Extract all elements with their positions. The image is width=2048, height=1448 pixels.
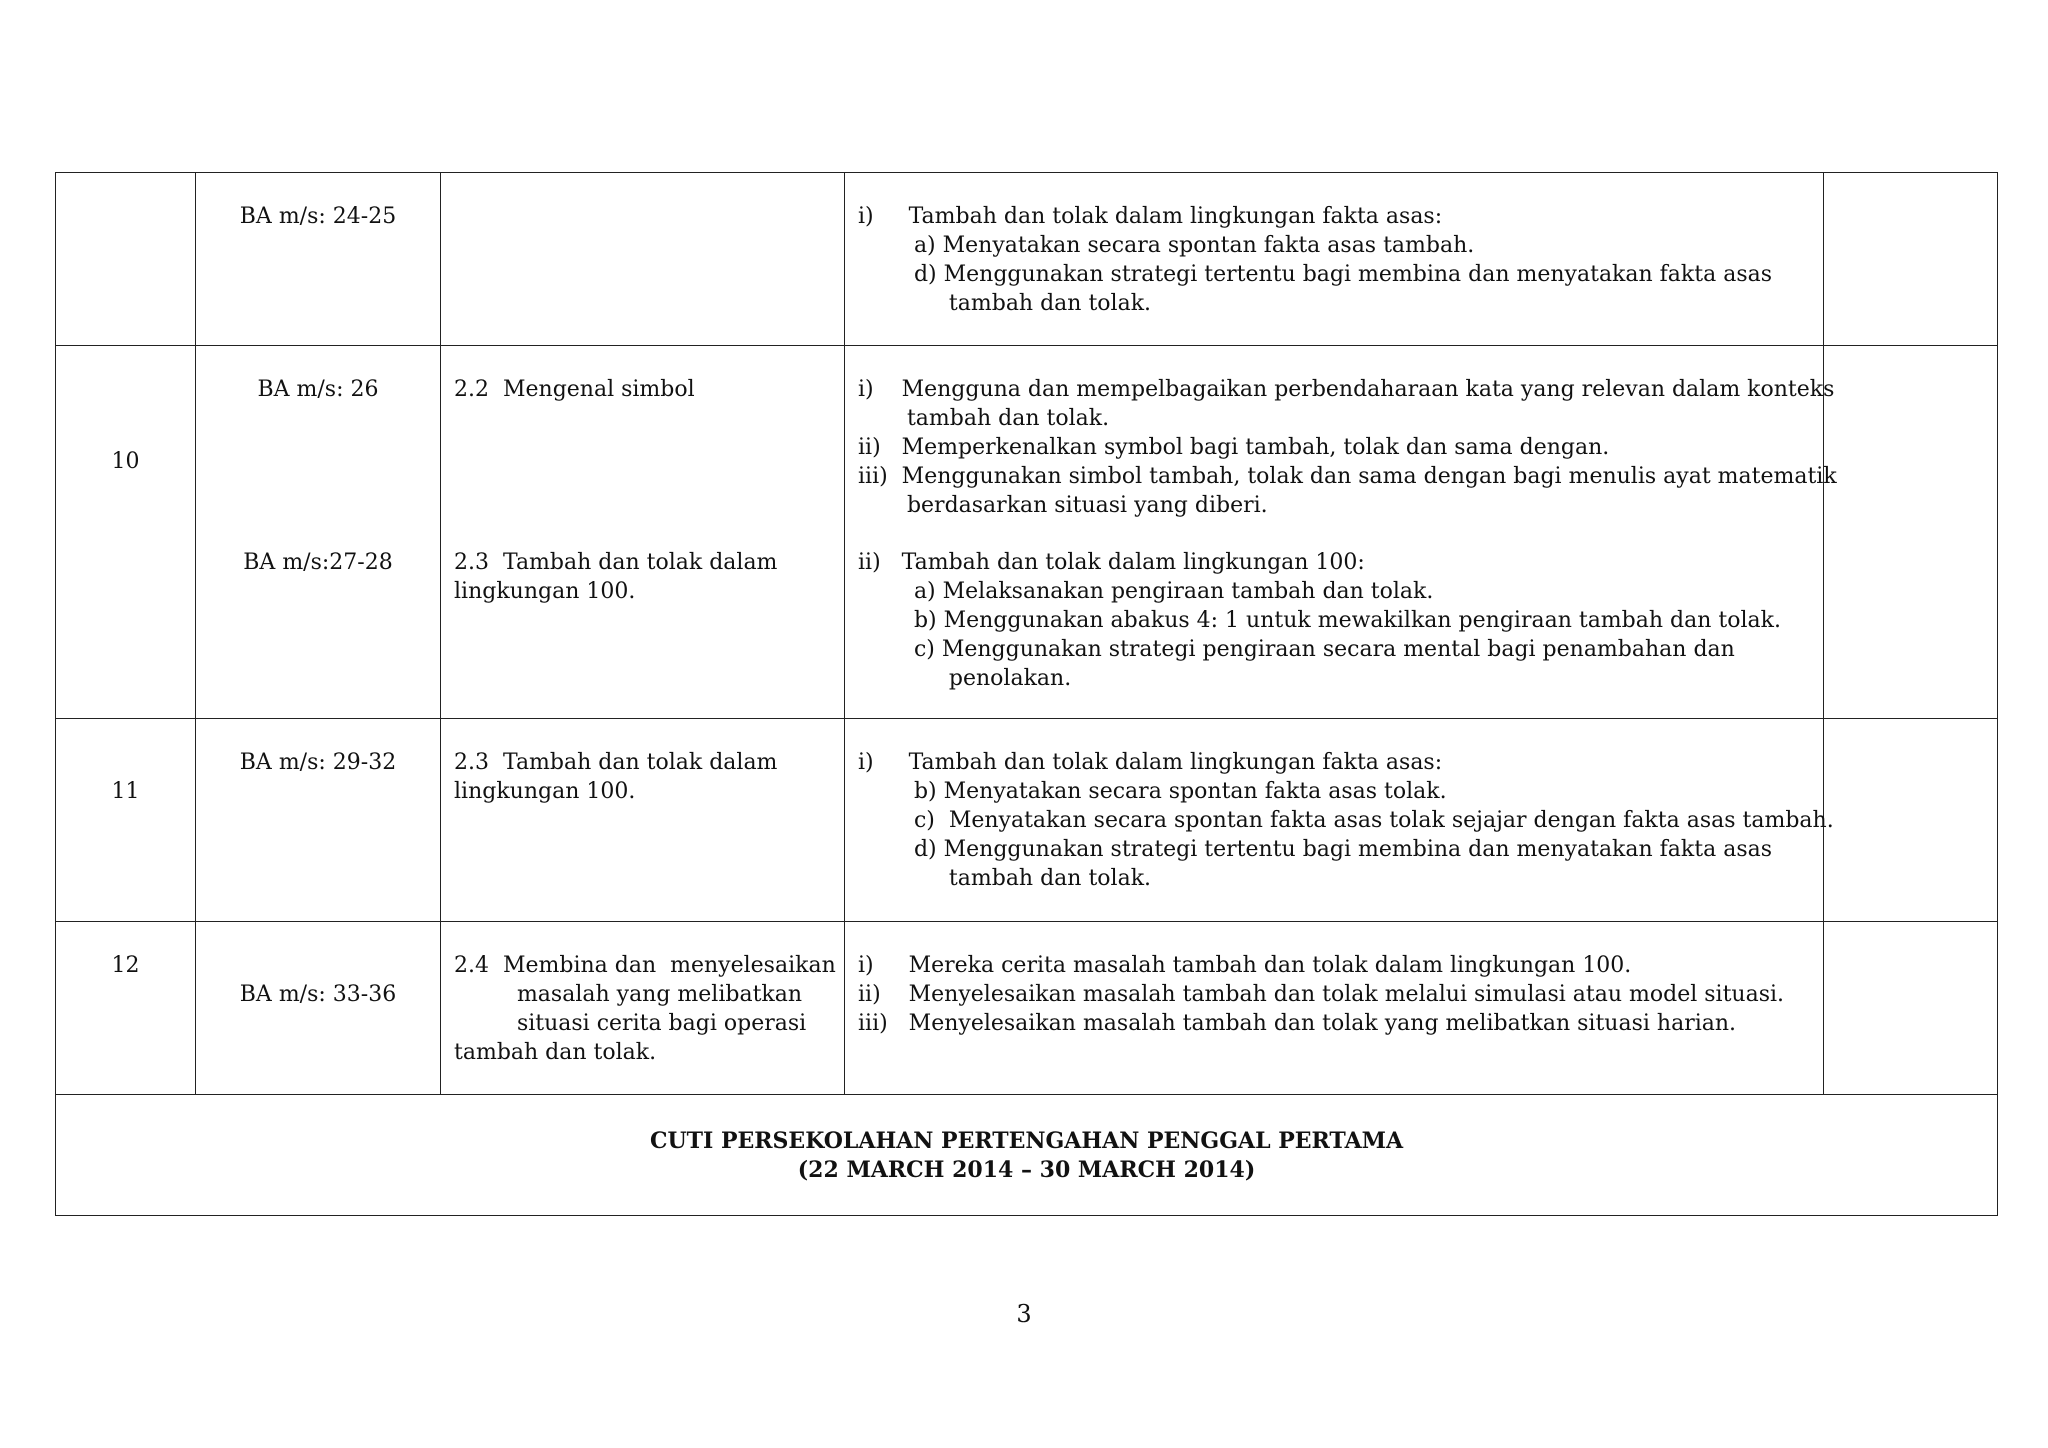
outcome-line: d) Menggunakan strategi tertentu bagi membina dan menyatakan fakta asas: [858, 262, 1773, 287]
week-cell: [56, 173, 196, 346]
standard-title: tambah dan tolak.: [454, 1040, 657, 1065]
outcome-line: i) Tambah dan tolak dalam lingkungan fakta asas:: [858, 204, 1443, 229]
reference-cell: [196, 346, 441, 719]
standard-cell: [441, 346, 845, 719]
book-reference: BA m/s: 26: [257, 377, 379, 402]
table-row: [56, 1095, 1998, 1216]
week-cell: [56, 346, 196, 719]
reference-cell: [196, 173, 441, 346]
table-row: [56, 173, 1998, 346]
notes-cell: [1824, 173, 1998, 346]
holiday-title: CUTI PERSEKOLAHAN PERTENGAHAN PENGGAL PERTAMA: [649, 1128, 1404, 1154]
outcome-line: b) Menyatakan secara spontan fakta asas tolak.: [858, 779, 1447, 804]
outcome-cell: [845, 173, 1824, 346]
reference-cell: [196, 922, 441, 1095]
outcome-line: ii) Tambah dan tolak dalam lingkungan 100:: [858, 550, 1365, 575]
standard-cell: [441, 922, 845, 1095]
table-row: [56, 922, 1998, 1095]
standard-title: 2.3 Tambah dan tolak dalam: [454, 750, 778, 775]
outcome-line: a) Melaksanakan pengiraan tambah dan tolak.: [858, 579, 1434, 604]
standard-title: 2.4 Membina dan menyelesaikan: [454, 953, 836, 978]
notes-cell: [1824, 922, 1998, 1095]
lesson-plan-table: [55, 172, 1998, 1216]
holiday-banner-cell: [56, 1095, 1998, 1216]
outcome-cell: [845, 346, 1837, 719]
outcome-line: iii) Menyelesaikan masalah tambah dan tolak yang melibatkan situasi harian.: [858, 1011, 1737, 1036]
standard-cell: [441, 173, 845, 346]
notes-cell: [1824, 346, 1998, 719]
week-number: 10: [111, 449, 140, 474]
outcome-line: a) Menyatakan secara spontan fakta asas tambah.: [858, 233, 1475, 258]
outcome-line: iii) Menggunakan simbol tambah, tolak dan sama dengan bagi menulis ayat matematik: [858, 464, 1837, 489]
outcome-cell: [845, 922, 1824, 1095]
week-cell: [56, 719, 196, 922]
standard-title: 2.2 Mengenal simbol: [454, 377, 695, 402]
outcome-line: ii) Memperkenalkan symbol bagi tambah, tolak dan sama dengan.: [858, 435, 1610, 460]
book-reference: BA m/s:27-28: [243, 550, 393, 575]
week-cell: [56, 922, 196, 1095]
outcome-line: i) Mereka cerita masalah tambah dan tolak dalam lingkungan 100.: [858, 953, 1632, 978]
week-number: 12: [111, 953, 140, 978]
outcome-line: ii) Menyelesaikan masalah tambah dan tolak melalui simulasi atau model situasi.: [858, 982, 1785, 1007]
standard-cell: [441, 719, 845, 922]
outcome-line: c) Menggunakan strategi pengiraan secara mental bagi penambahan dan: [858, 637, 1735, 662]
outcome-line: tambah dan tolak.: [858, 866, 1152, 891]
reference-cell: [196, 719, 441, 922]
outcome-line: i) Tambah dan tolak dalam lingkungan fakta asas:: [858, 750, 1443, 775]
standard-title: lingkungan 100.: [454, 579, 636, 604]
book-reference: BA m/s: 29-32: [239, 750, 397, 775]
table-row: [56, 346, 1998, 719]
holiday-dates: (22 MARCH 2014 – 30 MARCH 2014): [797, 1157, 1256, 1183]
notes-cell: [1824, 719, 1998, 922]
outcome-line: penolakan.: [858, 666, 1072, 691]
outcome-line: i) Mengguna dan mempelbagaikan perbendaharaan kata yang relevan dalam konteks: [858, 377, 1835, 402]
book-reference: BA m/s: 24-25: [239, 204, 397, 229]
outcome-line: tambah dan tolak.: [858, 291, 1152, 316]
book-reference: BA m/s: 33-36: [239, 982, 397, 1007]
standard-title: situasi cerita bagi operasi: [454, 1011, 807, 1036]
standard-title: 2.3 Tambah dan tolak dalam: [454, 550, 778, 575]
outcome-line: c) Menyatakan secara spontan fakta asas tolak sejajar dengan fakta asas tambah.: [858, 808, 1834, 833]
outcome-line: b) Menggunakan abakus 4: 1 untuk mewakilkan pengiraan tambah dan tolak.: [858, 608, 1781, 633]
outcome-line: d) Menggunakan strategi tertentu bagi membina dan menyatakan fakta asas: [858, 837, 1773, 862]
standard-title: masalah yang melibatkan: [454, 982, 803, 1007]
week-number: 11: [111, 779, 140, 804]
outcome-line: tambah dan tolak.: [858, 406, 1110, 431]
outcome-cell: [845, 719, 1834, 922]
page-number: 3: [1016, 1300, 1032, 1328]
table-row: [56, 719, 1998, 922]
outcome-line: berdasarkan situasi yang diberi.: [858, 493, 1268, 518]
standard-title: lingkungan 100.: [454, 779, 636, 804]
